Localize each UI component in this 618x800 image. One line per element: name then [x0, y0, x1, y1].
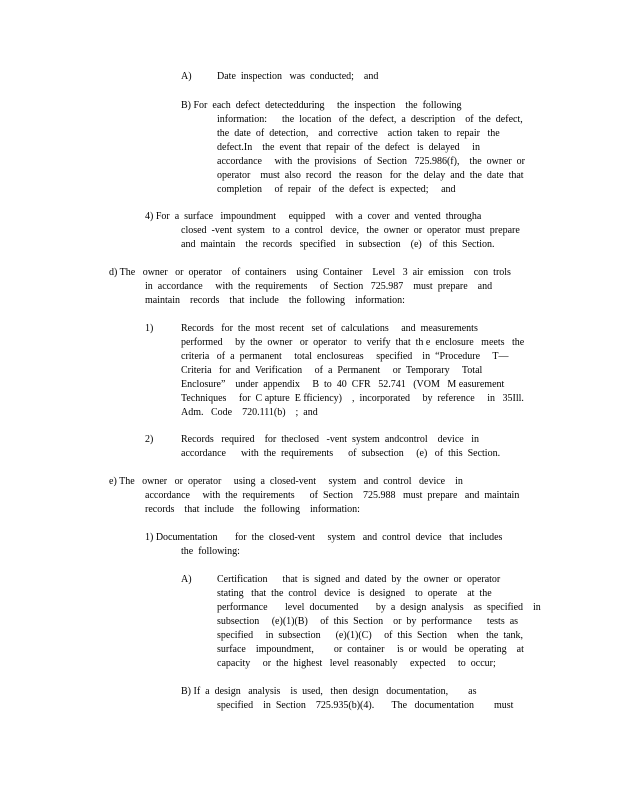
text-line: subsection (e)(1)(B) of this Section or by performance tests as [217, 616, 519, 627]
text-line: specified in Section 725.935(b)(4). The documentation must [217, 700, 514, 711]
text-line: surface impoundment, or container is or would be operating at [217, 644, 524, 655]
text-line: Records required for theclosed -vent system andcontrol device in [181, 434, 479, 445]
text-line: 1) Documentation for the closed-vent system and control device that includes [145, 532, 503, 543]
text-line: Enclosure” under appendix B to 40 CFR 52.741 (VOM M easurement [181, 379, 505, 390]
text-line: information: the location of the defect, a description of the defect, [217, 114, 523, 125]
item-label: A) [181, 71, 192, 82]
text-line: and maintain the records specified in subsection (e) of this Section. [181, 239, 495, 250]
text-line: accordance with the provisions of Section 725.986(f), the owner or [217, 156, 525, 167]
text-line: e) The owner or operator using a closed-vent system and control device in [109, 476, 463, 487]
text-line: capacity or the highest level reasonably expected to occur; [217, 658, 496, 669]
text-line: performed by the owner or operator to verify that th e enclosure meets the [181, 337, 525, 348]
text-line: records that include the following information: [145, 504, 360, 515]
text-line: Techniques for C apture E fficiency) , incorporated by reference in 35Ill. [181, 393, 524, 404]
text-line: Criteria for and Verification of a Permanent or Temporary Total [181, 365, 483, 376]
text-line: completion of repair of the defect is expected; and [217, 184, 456, 195]
item-label: 2) [145, 434, 154, 445]
text-line: B) If a design analysis is used, then design documentation, as [181, 686, 477, 697]
text-line: Certification that is signed and dated by the owner or operator [217, 574, 501, 585]
item-label: A) [181, 574, 192, 585]
text-line: performance level documented by a design analysis as specified in [217, 602, 541, 613]
text-line: Records for the most recent set of calculations and measurements [181, 323, 478, 334]
text-line: B) For each defect detectedduring the inspection the following [181, 100, 462, 111]
text-line: the following: [181, 546, 240, 557]
text-line: d) The owner or operator of containers using Container Level 3 air emission con trols [109, 267, 511, 278]
item-label: 1) [145, 323, 154, 334]
text-line: Adm. Code 720.111(b) ; and [181, 407, 318, 418]
text-line: in accordance with the requirements of Section 725.987 must prepare and [145, 281, 493, 292]
text-line: operator must also record the reason for the delay and the date that [217, 170, 524, 181]
text-line: stating that the control device is designed to operate at the [217, 588, 492, 599]
text-line: maintain records that include the following information: [145, 295, 405, 306]
text-line: 4) For a surface impoundment equipped with a cover and vented througha [145, 211, 482, 222]
text-line: Date inspection was conducted; and [217, 71, 379, 82]
text-line: specified in subsection (e)(1)(C) of this Section when the tank, [217, 630, 524, 641]
text-line: criteria of a permanent total enclosureas specified in “Procedure T— [181, 351, 509, 362]
text-line: the date of detection, and corrective action taken to repair the [217, 128, 500, 139]
text-line: defect.In the event that repair of the defect is delayed in [217, 142, 480, 153]
text-line: closed -vent system to a control device, the owner or operator must prepare [181, 225, 520, 236]
text-line: accordance with the requirements of subsection (e) of this Section. [181, 448, 501, 459]
text-line: accordance with the requirements of Section 725.988 must prepare and maintain [145, 490, 520, 501]
